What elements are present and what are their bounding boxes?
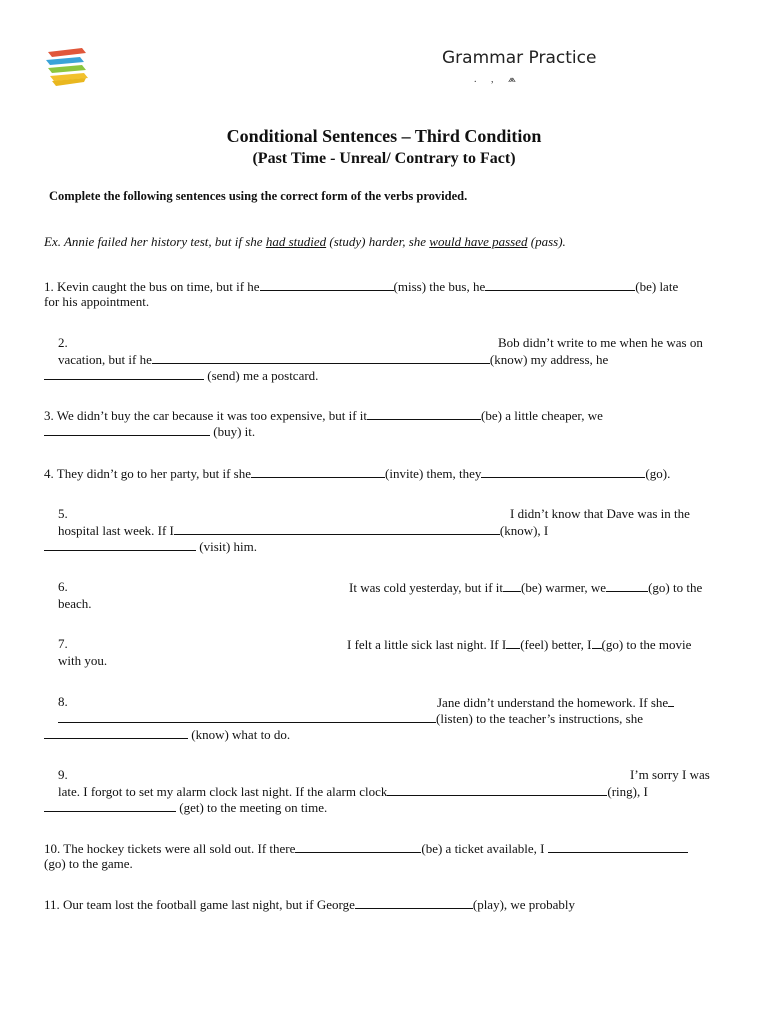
answer-blank[interactable] (295, 840, 421, 853)
answer-blank[interactable] (44, 367, 204, 380)
question-8-line-1: Jane didn’t understand the homework. If she (437, 694, 674, 711)
answer-blank[interactable] (548, 840, 688, 853)
question-7-line-2: with you. (58, 653, 108, 668)
question-1-line-2: for his appointment. (44, 294, 150, 309)
question-11-line-1: 11. Our team lost the football game last night, but if George (play), we probably (44, 897, 576, 912)
answer-blank[interactable] (152, 351, 490, 364)
answer-blank[interactable] (485, 278, 635, 291)
page-subtitle: (Past Time - Unreal/ Contrary to Fact) (252, 150, 516, 167)
question-2-line-1: Bob didn’t write to me when he was on (498, 335, 703, 350)
question-9-line-1: I’m sorry I was (630, 767, 710, 782)
question-4-line-1: 4. They didn’t go to her party, but if she (invite) them, they (go). (44, 466, 671, 481)
page-title: Conditional Sentences – Third Condition (226, 126, 542, 146)
question-6-number: 6. (58, 579, 68, 594)
question-7-number: 7. (58, 636, 68, 651)
question-5-line-3: (visit) him. (44, 538, 257, 555)
question-10-line-1: 10. The hockey tickets were all sold out. If there (be) a ticket available, I (44, 840, 688, 857)
question-5-number: 5. (58, 506, 68, 521)
answer-blank[interactable] (506, 636, 520, 649)
answer-blank[interactable] (606, 579, 648, 592)
books-logo-icon (44, 44, 90, 90)
question-3-line-2: (buy) it. (44, 423, 255, 440)
question-10-line-2: (go) to the game. (44, 856, 133, 871)
question-9-line-2: late. I forgot to set my alarm clock last night. If the alarm clock (ring), I (58, 784, 648, 799)
answer-blank[interactable] (174, 522, 500, 535)
question-8-number: 8. (58, 694, 68, 709)
example-sentence: Ex. Annie failed her history test, but if she had studied (study) harder, she would have passed (pass). (44, 234, 566, 249)
question-1-line-1: 1. Kevin caught the bus on time, but if he (miss) the bus, he (be) late (44, 279, 679, 294)
question-8-line-2: (listen) to the teacher’s instructions, she (58, 710, 643, 727)
question-5-line-2: hospital last week. If I (know), I (58, 523, 549, 538)
answer-blank[interactable] (44, 799, 176, 812)
question-3-line-1: 3. We didn’t buy the car because it was too expensive, but if it (be) a little cheaper, we (44, 408, 603, 423)
question-2-line-2: vacation, but if he (know) my address, he (58, 352, 609, 367)
brand-decoration: . , ⩕ (474, 74, 522, 85)
answer-blank[interactable] (367, 407, 481, 420)
question-9-line-3: (get) to the meeting on time. (44, 799, 327, 816)
answer-blank[interactable] (251, 465, 385, 478)
brand-title: Grammar Practice (442, 48, 597, 68)
question-6-line-1: It was cold yesterday, but if it (be) warmer, we (go) to the (349, 580, 703, 595)
question-8-line-3: (know) what to do. (44, 726, 290, 743)
question-7-line-1: I felt a little sick last night. If I (feel) better, I (go) to the movie (347, 637, 692, 652)
answer-blank[interactable] (260, 278, 394, 291)
answer-blank[interactable] (592, 636, 602, 649)
answer-blank[interactable] (58, 710, 436, 723)
answer-blank[interactable] (355, 896, 473, 909)
question-6-line-2: beach. (58, 596, 92, 611)
question-9-number: 9. (58, 767, 68, 782)
question-2-number: 2. (58, 335, 68, 350)
answer-blank[interactable] (44, 538, 196, 551)
instructions: Complete the following sentences using the correct form of the verbs provided. (49, 189, 468, 203)
question-2-line-3: (send) me a postcard. (44, 367, 318, 384)
answer-blank[interactable] (44, 423, 210, 436)
answer-blank[interactable] (387, 783, 607, 796)
answer-blank[interactable] (503, 579, 521, 592)
answer-blank[interactable] (44, 726, 188, 739)
answer-blank[interactable] (668, 694, 674, 707)
question-5-line-1: I didn’t know that Dave was in the (510, 506, 690, 521)
answer-blank[interactable] (481, 465, 645, 478)
